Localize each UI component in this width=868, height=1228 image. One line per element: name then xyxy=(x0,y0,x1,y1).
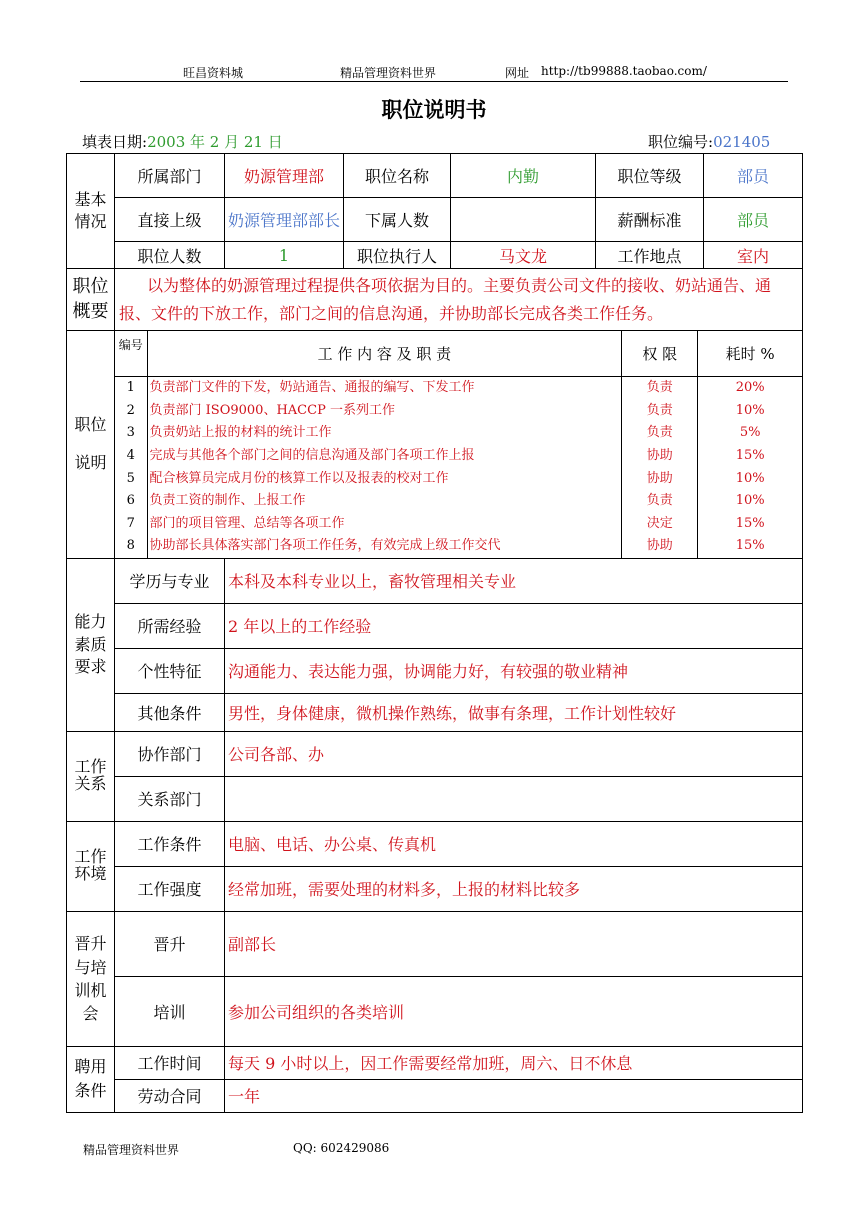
related-dept-label: 关系部门 xyxy=(115,776,225,821)
work-intensity-label: 工作强度 xyxy=(115,866,225,911)
headcount-value: 1 xyxy=(225,242,344,269)
duty-time: 5% xyxy=(698,422,802,445)
education-label: 学历与专业 xyxy=(115,558,225,603)
duty-row xyxy=(115,490,802,513)
subordinates-label: 下属人数 xyxy=(344,198,451,242)
position-number-value: 021405 xyxy=(713,133,771,151)
position-name-label: 职位名称 xyxy=(344,154,451,198)
col-time-header: 耗时 % xyxy=(698,331,802,377)
duty-authority: 负责 xyxy=(622,400,698,423)
col-content-header: 工 作 内 容 及 职 责 xyxy=(147,331,622,377)
duty-authority: 协助 xyxy=(622,535,698,558)
col-number-header: 编号 xyxy=(115,331,147,377)
section-hiring-label: 聘用条件 xyxy=(67,1046,115,1112)
duties-table xyxy=(115,331,802,558)
salary-label: 薪酬标准 xyxy=(596,198,704,242)
header-divider xyxy=(80,81,788,82)
contract-value: 一年 xyxy=(225,1079,803,1112)
fill-date xyxy=(82,131,283,152)
duty-row xyxy=(115,467,802,490)
experience-label: 所需经验 xyxy=(115,603,225,648)
duty-authority: 负责 xyxy=(622,490,698,513)
position-name-value: 内勤 xyxy=(451,154,596,198)
holder-value: 马文龙 xyxy=(451,242,596,269)
work-hours-value: 每天 9 小时以上，因工作需要经常加班，周六、日不休息 xyxy=(225,1046,803,1079)
education-value: 本科及本科专业以上，畜牧管理相关专业 xyxy=(225,558,803,603)
summary-text xyxy=(115,269,803,331)
footer-qq xyxy=(293,1141,389,1155)
duty-row xyxy=(115,445,802,468)
section-relations-label: 工作关系 xyxy=(67,731,115,821)
col-authority-header: 权 限 xyxy=(622,331,698,377)
duty-text: 负责部门文件的下发，奶站通告、通报的编写、下发工作 xyxy=(147,377,622,400)
superior-label: 直接上级 xyxy=(115,198,225,242)
duty-authority: 负责 xyxy=(622,422,698,445)
footer-left: 精品管理资料世界 xyxy=(83,1143,180,1157)
duty-row xyxy=(115,535,802,558)
coop-dept-value: 公司各部、办 xyxy=(225,731,803,776)
section-duties-label: 职位说明 xyxy=(67,331,115,559)
related-dept-value xyxy=(225,776,803,821)
footer-qq-label: QQ: xyxy=(293,1141,317,1155)
summary-text-body: 以为整体的奶源管理过程提供各项依据为目的。主要负责公司文件的接收、奶站通告、通报、文件的下放工作，部门之间的信息沟通，并协助部长完成各类工作任务。 xyxy=(119,275,772,323)
other-conditions-value: 男性，身体健康，微机操作熟练，做事有条理，工作计划性较好 xyxy=(225,693,803,731)
footer-qq-value: 602429086 xyxy=(320,1141,390,1155)
training-label: 培训 xyxy=(115,976,225,1046)
personality-label: 个性特征 xyxy=(115,648,225,693)
grade-value: 部员 xyxy=(704,154,803,198)
fill-date-value: 2003 年 2 月 21 日 xyxy=(147,133,283,151)
page-title: 职位说明书 xyxy=(381,98,487,122)
training-value: 参加公司组织的各类培训 xyxy=(225,976,803,1046)
duty-number: 8 xyxy=(126,538,135,554)
duty-text: 完成与其他各个部门之间的信息沟通及部门各项工作上报 xyxy=(147,445,622,468)
position-number-label: 职位编号: xyxy=(648,133,714,151)
work-conditions-value: 电脑、电话、办公桌、传真机 xyxy=(225,821,803,866)
duty-text: 负责奶站上报的材料的统计工作 xyxy=(147,422,622,445)
duty-text: 负责部门 ISO9000、HACCP 一系列工作 xyxy=(147,400,622,423)
duty-text: 负责工资的制作、上报工作 xyxy=(147,490,622,513)
section-basic-label: 基本情况 xyxy=(67,154,115,269)
dept-value: 奶源管理部 xyxy=(225,154,344,198)
duty-time: 15% xyxy=(698,535,802,558)
fill-date-label: 填表日期: xyxy=(82,133,148,151)
duty-row xyxy=(115,422,802,445)
promotion-value: 副部长 xyxy=(225,911,803,976)
duties-rows xyxy=(115,377,802,558)
headcount-label: 职位人数 xyxy=(115,242,225,269)
section-environment-label: 工作环境 xyxy=(67,821,115,911)
duty-number: 2 xyxy=(126,402,135,418)
dept-label: 所属部门 xyxy=(115,154,225,198)
duty-authority: 协助 xyxy=(622,467,698,490)
location-value: 室内 xyxy=(704,242,803,269)
work-hours-label: 工作时间 xyxy=(115,1046,225,1079)
location-label: 工作地点 xyxy=(596,242,704,269)
duty-row xyxy=(115,400,802,423)
duty-time: 10% xyxy=(698,490,802,513)
duty-authority: 决定 xyxy=(622,513,698,536)
duty-text: 部门的项目管理、总结等各项工作 xyxy=(147,513,622,536)
section-promotion-label: 晋升与培训机会 xyxy=(67,911,115,1046)
experience-value: 2 年以上的工作经验 xyxy=(225,603,803,648)
work-conditions-label: 工作条件 xyxy=(115,821,225,866)
promotion-label: 晋升 xyxy=(115,911,225,976)
duty-row xyxy=(115,377,802,400)
header-url-link[interactable]: http://tb99888.taobao.com/ xyxy=(541,64,707,78)
duty-number: 1 xyxy=(126,380,135,396)
duty-number: 3 xyxy=(126,425,135,441)
duty-text: 配合核算员完成月份的核算工作以及报表的校对工作 xyxy=(147,467,622,490)
contract-label: 劳动合同 xyxy=(115,1079,225,1112)
duty-authority: 协助 xyxy=(622,445,698,468)
work-intensity-value: 经常加班，需要处理的材料多，上报的材料比较多 xyxy=(225,866,803,911)
duty-time: 15% xyxy=(698,445,802,468)
duty-time: 20% xyxy=(698,377,802,400)
duty-row xyxy=(115,513,802,536)
job-description-table xyxy=(66,153,803,1113)
salary-value: 部员 xyxy=(704,198,803,242)
duty-time: 15% xyxy=(698,513,802,536)
duty-number: 6 xyxy=(126,493,135,509)
duty-text: 协助部长具体落实部门各项工作任务，有效完成上级工作交代 xyxy=(147,535,622,558)
coop-dept-label: 协作部门 xyxy=(115,731,225,776)
duty-number: 4 xyxy=(126,448,135,464)
position-number xyxy=(648,131,770,152)
personality-value: 沟通能力、表达能力强，协调能力好，有较强的敬业精神 xyxy=(225,648,803,693)
other-conditions-label: 其他条件 xyxy=(115,693,225,731)
section-summary-label: 职位概要 xyxy=(67,269,115,331)
duty-time: 10% xyxy=(698,467,802,490)
superior-value: 奶源管理部部长 xyxy=(225,198,344,242)
holder-label: 职位执行人 xyxy=(344,242,451,269)
header-left: 旺昌资料城 xyxy=(183,66,244,80)
duty-number: 5 xyxy=(126,470,135,486)
grade-label: 职位等级 xyxy=(596,154,704,198)
section-ability-label: 能力素质要求 xyxy=(67,558,115,731)
duty-authority: 负责 xyxy=(622,377,698,400)
header-center: 精品管理资料世界 xyxy=(340,66,437,80)
header-url-label: 网址 xyxy=(505,66,530,80)
duty-number: 7 xyxy=(126,515,135,531)
subordinates-value xyxy=(451,198,596,242)
duty-time: 10% xyxy=(698,400,802,423)
